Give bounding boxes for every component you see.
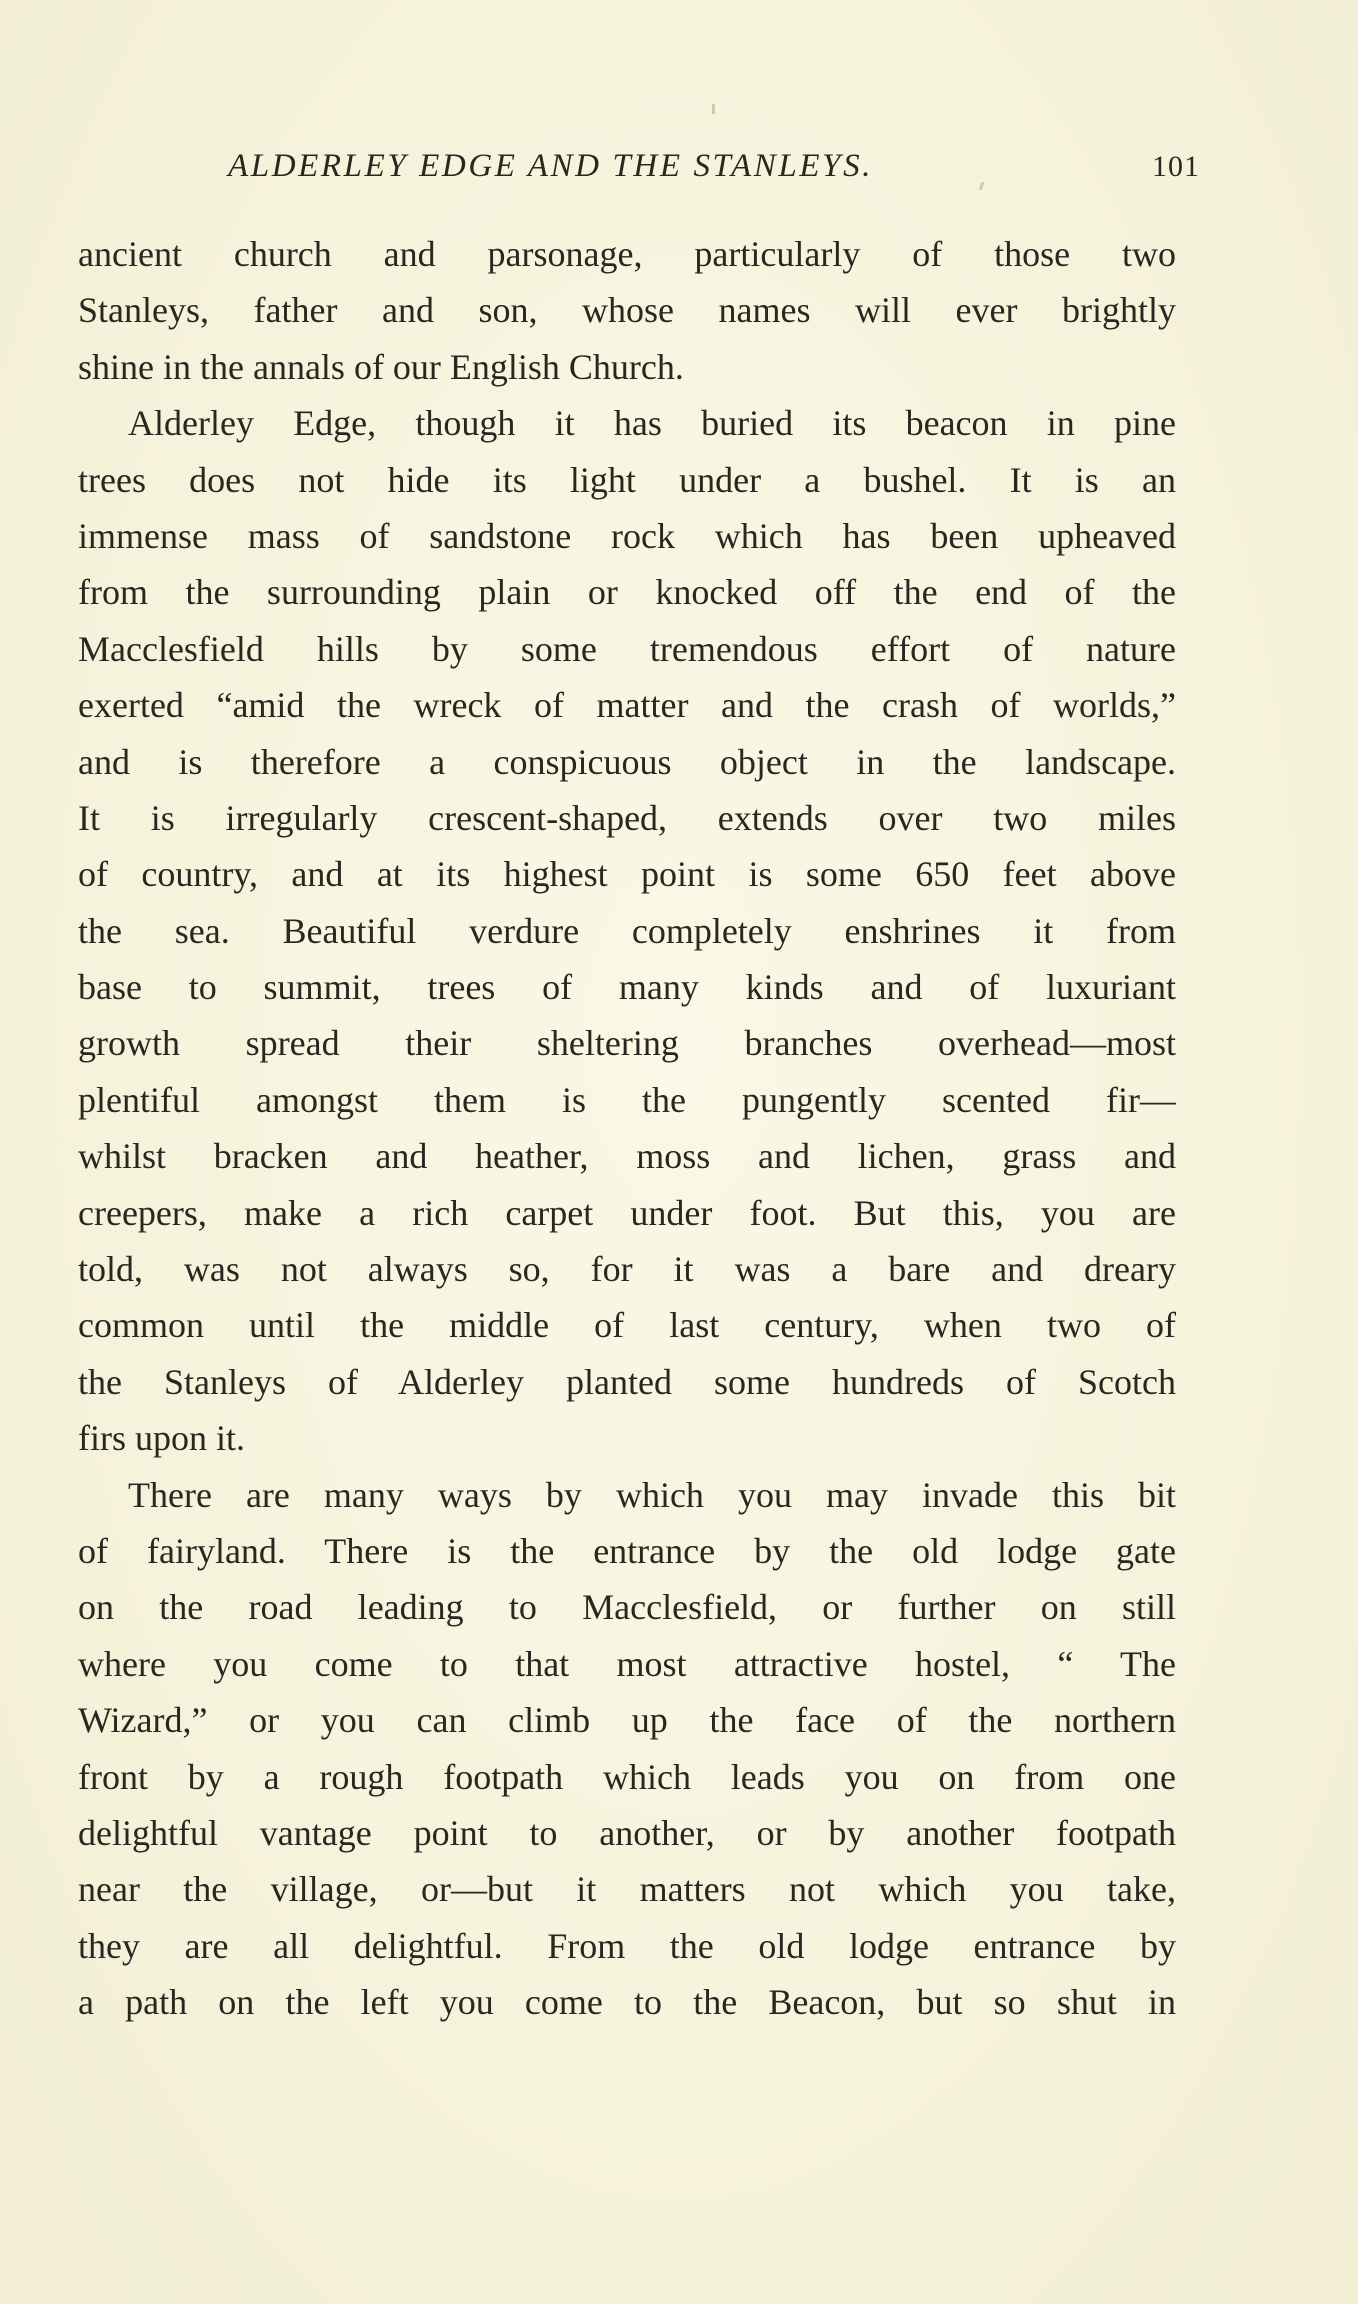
text-line: the sea. Beautiful verdure completely enshrines it from xyxy=(78,910,1176,951)
text-line: on the road leading to Macclesfield, or further on still xyxy=(78,1587,1176,1628)
text-line: and is therefore a conspicuous object in the landscape. xyxy=(78,741,1176,782)
running-title: ALDERLEY EDGE AND THE STANLEYS. xyxy=(228,148,874,184)
paper-speck xyxy=(712,104,715,114)
text-line: whilst bracken and heather, moss and lichen, grass and xyxy=(78,1136,1176,1177)
text-line: firs upon it. xyxy=(78,1418,245,1459)
text-line: a path on the left you come to the Beacon, but so shut in xyxy=(78,1982,1176,2023)
text-line: Macclesfield hills by some tremendous effort of nature xyxy=(78,628,1176,669)
text-line: Alderley Edge, though it has buried its beacon in pine xyxy=(128,403,1176,444)
text-line: from the surrounding plain or knocked off the end of the xyxy=(78,572,1176,613)
text-line: growth spread their sheltering branches overhead—most xyxy=(78,1023,1176,1064)
text-line: front by a rough footpath which leads you on from one xyxy=(78,1756,1176,1797)
text-line: exerted “amid the wreck of matter and the crash of worlds,” xyxy=(78,685,1176,726)
text-line: near the village, or—but it matters not which you take, xyxy=(78,1869,1176,1910)
body-text xyxy=(78,226,1176,2031)
text-line: the Stanleys of Alderley planted some hundreds of Scotch xyxy=(78,1361,1176,1402)
text-line: common until the middle of last century, when two of xyxy=(78,1305,1176,1346)
text-line: Wizard,” or you can climb up the face of the northern xyxy=(78,1700,1176,1741)
text-line: trees does not hide its light under a bushel. It is an xyxy=(78,459,1176,500)
text-line: creepers, make a rich carpet under foot. But this, you are xyxy=(78,1192,1176,1233)
text-line: told, was not always so, for it was a bare and dreary xyxy=(78,1249,1176,1290)
text-line: ancient church and parsonage, particularly of those two xyxy=(78,234,1176,274)
running-head xyxy=(78,148,1200,198)
text-line: It is irregularly crescent-shaped, extends over two miles xyxy=(78,797,1176,838)
text-line: base to summit, trees of many kinds and of luxuriant xyxy=(78,967,1176,1008)
text-line: delightful vantage point to another, or by another footpath xyxy=(78,1812,1176,1853)
text-line: There are many ways by which you may invade this bit xyxy=(128,1474,1176,1515)
page-number: 101 xyxy=(1152,150,1200,183)
text-line: of country, and at its highest point is some 650 feet above xyxy=(78,854,1176,895)
text-line: where you come to that most attractive hostel, “ The xyxy=(78,1643,1176,1684)
text-line: immense mass of sandstone rock which has been upheaved xyxy=(78,515,1176,556)
text-line: they are all delightful. From the old lodge entrance by xyxy=(78,1925,1176,1966)
text-line: of fairyland. There is the entrance by the old lodge gate xyxy=(78,1530,1176,1571)
text-line: plentiful amongst them is the pungently scented fir— xyxy=(78,1079,1176,1120)
text-line: shine in the annals of our English Church. xyxy=(78,346,684,387)
text-line: Stanleys, father and son, whose names will ever brightly xyxy=(78,290,1176,331)
